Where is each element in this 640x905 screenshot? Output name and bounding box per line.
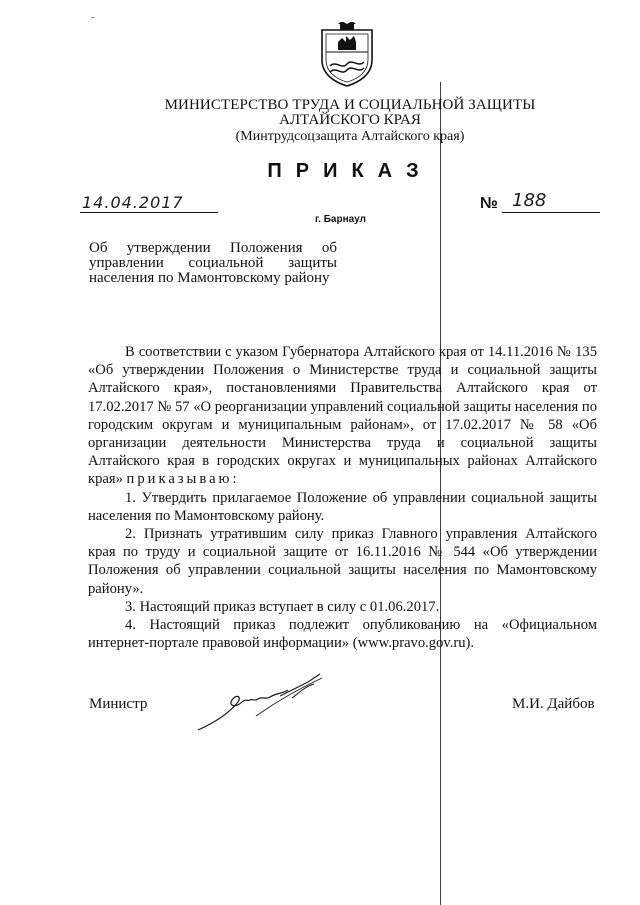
- number-label: №: [480, 195, 498, 212]
- ministry-name-line2: АЛТАЙСКОГО КРАЯ: [279, 112, 421, 128]
- document-number: 188: [512, 190, 547, 211]
- document-body: [88, 343, 597, 652]
- date-underline: [80, 212, 218, 213]
- subject-line1: Об утверждении Положения об: [89, 240, 337, 256]
- ministry-name-line1: МИНИСТЕРСТВО ТРУДА И СОЦИАЛЬНОЙ ЗАЩИТЫ: [164, 97, 536, 113]
- document-title: ПРИКАЗ: [267, 160, 433, 182]
- signer-name: М.И. Дайбов: [512, 696, 595, 712]
- handwritten-signature: [196, 672, 326, 734]
- coat-of-arms-icon: [316, 22, 378, 88]
- signer-position: Министр: [89, 696, 148, 712]
- scan-mark: -: [91, 12, 95, 23]
- order-item-1: 1. Утвердить прилагаемое Положение об управлении социальной защиты населения по Мамонтовскому району.: [88, 489, 597, 524]
- preamble-paragraph: [88, 343, 597, 489]
- subject-line2: управлении социальной защиты: [89, 255, 337, 271]
- number-underline: [502, 212, 600, 213]
- ministry-short-name: (Минтрудсоцзащита Алтайского края): [235, 129, 465, 144]
- order-word: приказываю:: [126, 471, 240, 488]
- document-subject: [89, 241, 337, 286]
- subject-line3: населения по Мамонтовскому району: [89, 270, 330, 286]
- order-item-4: 4. Настоящий приказ подлежит опубликованию на «Официальном интернет-портале правовой информации» (www.pravo.gov.ru).: [88, 617, 597, 652]
- document-city: г. Барнаул: [315, 214, 366, 225]
- preamble-text: В соответствии с указом Губернатора Алтайского края от 14.11.2016 № 135 «Об утверждении Положения о Министерстве труда и социальной защиты Алтайского края», постановлениями Правительства Алтайского края от 17.02.2017 № 57 «О реорганизации управлений социальной защиты населения по городским округам и муниципальным районам», от 17.02.2017 № 58 «Об организации деятельности Министерства труда и социальной защиты Алтайского края в городских округах и муниципальных районах Алтайского края»: [88, 344, 597, 488]
- ministry-header: [100, 98, 600, 146]
- order-item-2: 2. Признать утратившим силу приказ Главного управления Алтайского края по труду и социальной защите от 16.11.2016 № 544 «Об утверждении Положения об управлении социальной защиты населения по Мамонтовскому району».: [88, 526, 597, 597]
- order-item-3: 3. Настоящий приказ вступает в силу с 01.06.2017.: [125, 598, 440, 615]
- document-date: 14.04.2017: [82, 193, 184, 212]
